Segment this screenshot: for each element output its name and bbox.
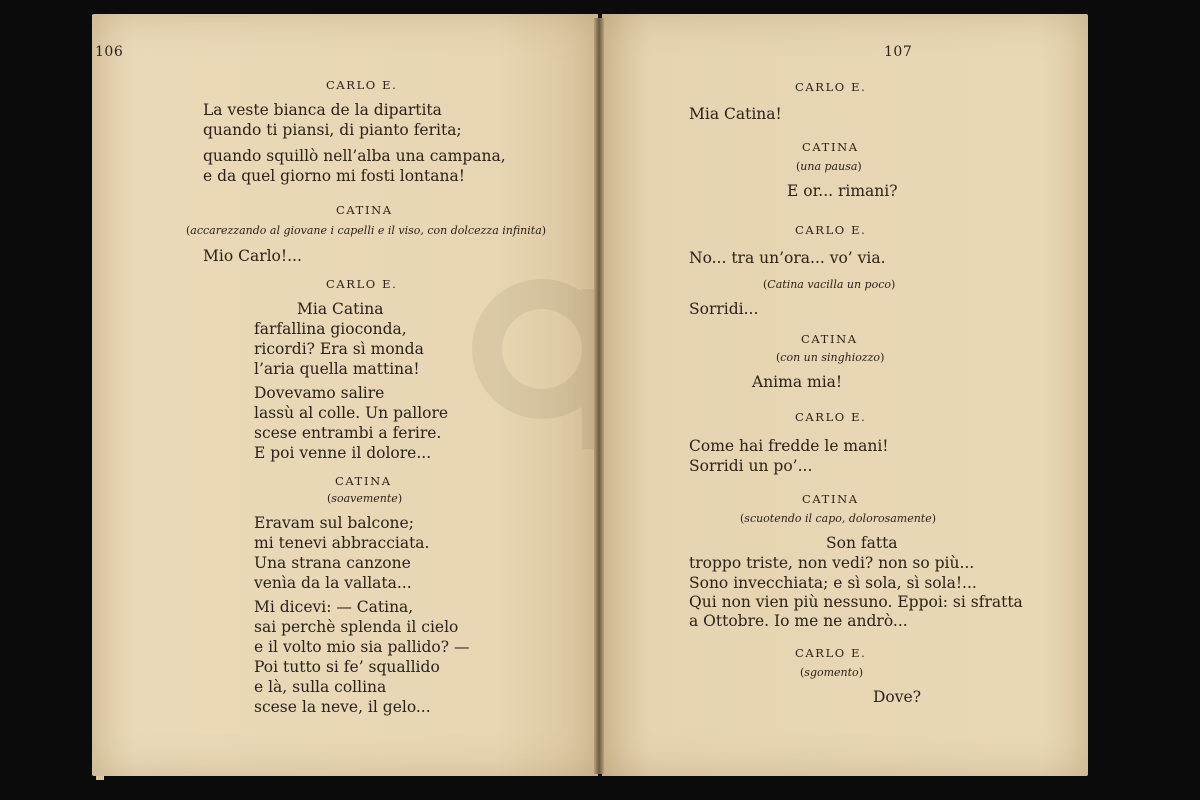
speaker-name: CARLO E. xyxy=(326,78,398,92)
verse-line: e là, sulla collina xyxy=(254,678,387,696)
verse-line: venìa da la vallata... xyxy=(254,574,412,592)
speaker-name: CARLO E. xyxy=(795,410,867,424)
verse-line: Sorridi... xyxy=(689,300,759,318)
verse-line: Eravam sul balcone; xyxy=(254,514,414,532)
verse-line: Mio Carlo!... xyxy=(203,247,302,265)
verse-line: a Ottobre. Io me ne andrò... xyxy=(689,612,908,630)
verse-line: quando squillò nell’alba una campana, xyxy=(203,147,506,165)
verse-line: Come hai fredde le mani! xyxy=(689,437,889,455)
page-number-left: 106 xyxy=(95,44,124,60)
verse-line: lassù al colle. Un pallore xyxy=(254,404,449,422)
verse-line: La veste bianca de la dipartita xyxy=(203,101,442,119)
stage-direction: (soavemente) xyxy=(327,492,403,505)
stage-direction: (scuotendo il capo, dolorosamente) xyxy=(740,512,937,525)
verse-line: mi tenevi abbracciata. xyxy=(254,534,430,552)
right-page xyxy=(602,14,1088,776)
verse-line: l’aria quella mattina! xyxy=(254,360,420,378)
speaker-name: CATINA xyxy=(802,492,859,506)
verse-line: scese la neve, il gelo... xyxy=(254,698,431,716)
verse-line: No... tra un’ora... vo’ via. xyxy=(689,249,886,267)
stage-direction: (sgomento) xyxy=(800,666,863,679)
verse-line: Qui non vien più nessuno. Eppoi: si sfratta xyxy=(689,593,1023,611)
verse-line: quando ti piansi, di pianto ferita; xyxy=(203,121,462,139)
speaker-name: CARLO E. xyxy=(795,80,867,94)
verse-line: troppo triste, non vedi? non so più... xyxy=(689,554,975,572)
verse-line: E or... rimani? xyxy=(787,182,898,200)
verse-line: Poi tutto si fe’ squallido xyxy=(254,658,440,676)
verse-line: e il volto mio sia pallido? — xyxy=(254,638,470,656)
speaker-name: CARLO E. xyxy=(795,646,867,660)
watermark-logo xyxy=(462,269,598,479)
stage-direction: (con un singhiozzo) xyxy=(776,351,885,364)
page-number-right: 107 xyxy=(884,44,913,60)
verse-line: Sorridi un po’... xyxy=(689,457,813,475)
speaker-name: CARLO E. xyxy=(326,277,398,291)
speaker-name: CATINA xyxy=(801,332,858,346)
verse-line: Sono invecchiata; e sì sola, sì sola!... xyxy=(689,574,977,592)
verse-line: Mia Catina xyxy=(297,300,384,318)
speaker-name: CATINA xyxy=(802,140,859,154)
verse-line: e da quel giorno mi fosti lontana! xyxy=(203,167,465,185)
verse-line: scese entrambi a ferire. xyxy=(254,424,442,442)
verse-line: sai perchè splenda il cielo xyxy=(254,618,459,636)
verse-line: ricordi? Era sì monda xyxy=(254,340,424,358)
speaker-name: CATINA xyxy=(336,203,393,217)
verse-line: farfallina gioconda, xyxy=(254,320,407,338)
book-gutter xyxy=(594,18,604,774)
verse-line: Mi dicevi: — Catina, xyxy=(254,598,414,616)
verse-line: Mia Catina! xyxy=(689,105,782,123)
speaker-name: CATINA xyxy=(335,474,392,488)
verse-line: Son fatta xyxy=(826,534,898,552)
stage-direction: (Catina vacilla un poco) xyxy=(763,278,896,291)
speaker-name: CARLO E. xyxy=(795,223,867,237)
verse-line: Dove? xyxy=(873,688,921,706)
verse-line: E poi venne il dolore... xyxy=(254,444,432,462)
stage-direction: (accarezzando al giovane i capelli e il viso, con dolcezza infinita) xyxy=(186,224,547,237)
verse-line: Anima mia! xyxy=(752,373,843,391)
verse-line: Una strana canzone xyxy=(254,554,411,572)
verse-line: Dovevamo salire xyxy=(254,384,385,402)
stage-direction: (una pausa) xyxy=(796,160,862,173)
